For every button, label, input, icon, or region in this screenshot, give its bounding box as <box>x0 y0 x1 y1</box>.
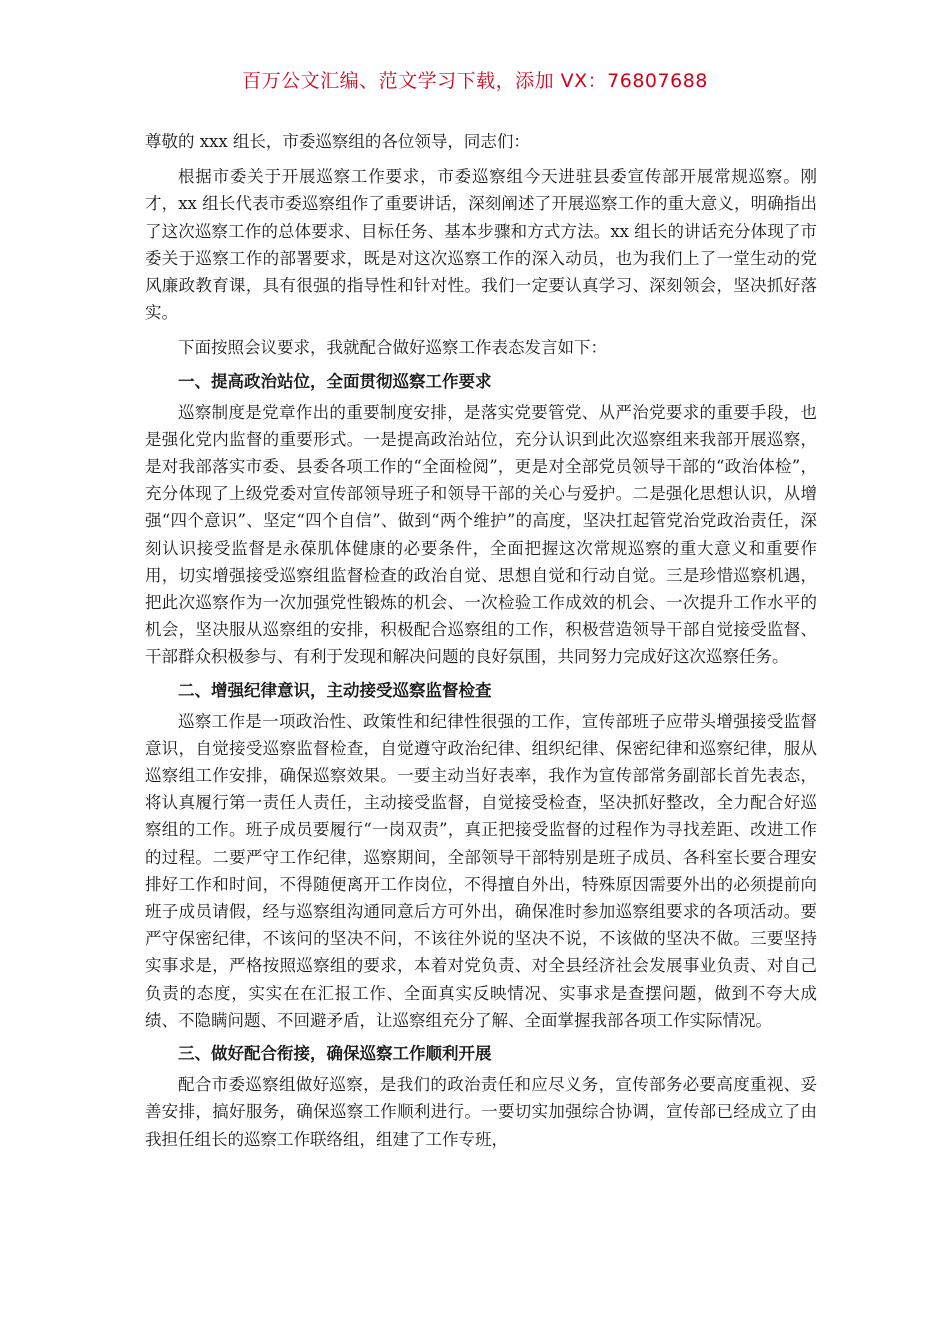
section-body-3: 配合市委巡察组做好巡察，是我们的政治责任和应尽义务，宣传部务必要高度重视、妥善安排，搞好服务，确保巡察工作顺利进行。一要切实加强综合协调，宣传部已经成立了由我担任组长的巡察工作联络组，组建了工作专班， <box>145 1075 817 1149</box>
section-body-2: 巡察工作是一项政治性、政策性和纪律性很强的工作，宣传部班子应带头增强接受监督意识，自觉接受巡察监督检查，自觉遵守政治纪律、组织纪律、保密纪律和巡察纪律，服从巡察组工作安排，确保巡察效果。一要主动当好表率，我作为宣传部常务副部长首先表态，将认真履行第一责任人责任，主动接受监督，自觉接受检查，坚决抓好整改，全力配合好巡察组的工作。班子成员要履行“一岗双责”，真正把接受监督的过程作为寻找差距、改进工作的过程。二要严守工作纪律，巡察期间，全部领导干部特别是班子成员、各科室长要合理安排好工作和时间，不得随便离开工作岗位，不得擅自外出，特殊原因需要外出的必须提前向班子成员请假，经与巡察组沟通同意后方可外出，确保准时参加巡察组要求的各项活动。要严守保密纪律，不该问的坚决不问，不该往外说的坚决不说，不该做的坚决不做。三要坚持实事求是，严格按照巡察组的要求，本着对党负责、对全县经济社会发展事业负责、对自己负责的态度，实实在在汇报工作、全面真实反映情况、实事求是查摆问题，做到不夸大成绩、不隐瞒问题、不回避矛盾，让巡察组充分了解、全面掌握我部各项工作实际情况。 <box>145 711 817 1030</box>
section-heading-3: 三、做好配合衔接，确保巡察工作顺利开展 <box>178 1044 492 1064</box>
section-heading-2: 二、增强纪律意识，主动接受巡察监督检查 <box>178 680 492 700</box>
salutation: 尊敬的 xxx 组长，市委巡察组的各位领导，同志们： <box>145 132 530 151</box>
section-body-1: 巡察制度是党章作出的重要制度安排，是落实党要管党、从严治党要求的重要手段，也是强化党内监督的重要形式。一是提高政治站位，充分认识到此次巡察组来我部开展巡察，是对我部落实市委、县委各项工作的“全面检阅”，更是对全部党员领导干部的“政治体检”，充分体现了上级党委对宣传部领导班子和领导干部的关心与爱护。二是强化思想认识，从增强“四个意识”、坚定“四个自信”、做到“两个维护”的高度，坚决扛起管党治党政治责任，深刻认识接受监督是永葆肌体健康的必要条件，全面把握这次常规巡察的重大意义和重要作用，切实增强接受巡察组监督检查的政治自觉、思想自觉和行动自觉。三是珍惜巡察机遇，把此次巡察作为一次加强党性锻炼的机会、一次检验工作成效的机会、一次提升工作水平的机会，坚决服从巡察组的安排，积极配合巡察组的工作，积极营造领导干部自觉接受监督、干部群众积极参与、有利于发现和解决问题的良好氛围，共同努力完成好这次巡察任务。 <box>145 402 817 667</box>
header-banner: 百万公文汇编、范文学习下载，添加 VX：76807688 <box>242 70 708 92</box>
lead-paragraph: 下面按照会议要求，我就配合做好巡察工作表态发言如下： <box>178 338 607 358</box>
document-body <box>145 128 817 1153</box>
intro-paragraph: 根据市委关于开展巡察工作要求，市委巡察组今天进驻县委宣传部开展常规巡察。刚才，xx 组长代表市委巡察组作了重要讲话，深刻阐述了开展巡察工作的重大意义，明确指出了这次巡察工作的总体要求、目标任务、基本步骤和方式方法。xx 组长的讲话充分体现了市委关于巡察工作的部署要求，既是对这次巡察工作的深入动员，也为我们上了一堂生动的党风廉政教育课，具有很强的指导性和针对性。我们一定要认真学习、深刻领会，坚决抓好落实。 <box>145 167 817 323</box>
section-heading-1: 一、提高政治站位，全面贯彻巡察工作要求 <box>178 371 492 391</box>
